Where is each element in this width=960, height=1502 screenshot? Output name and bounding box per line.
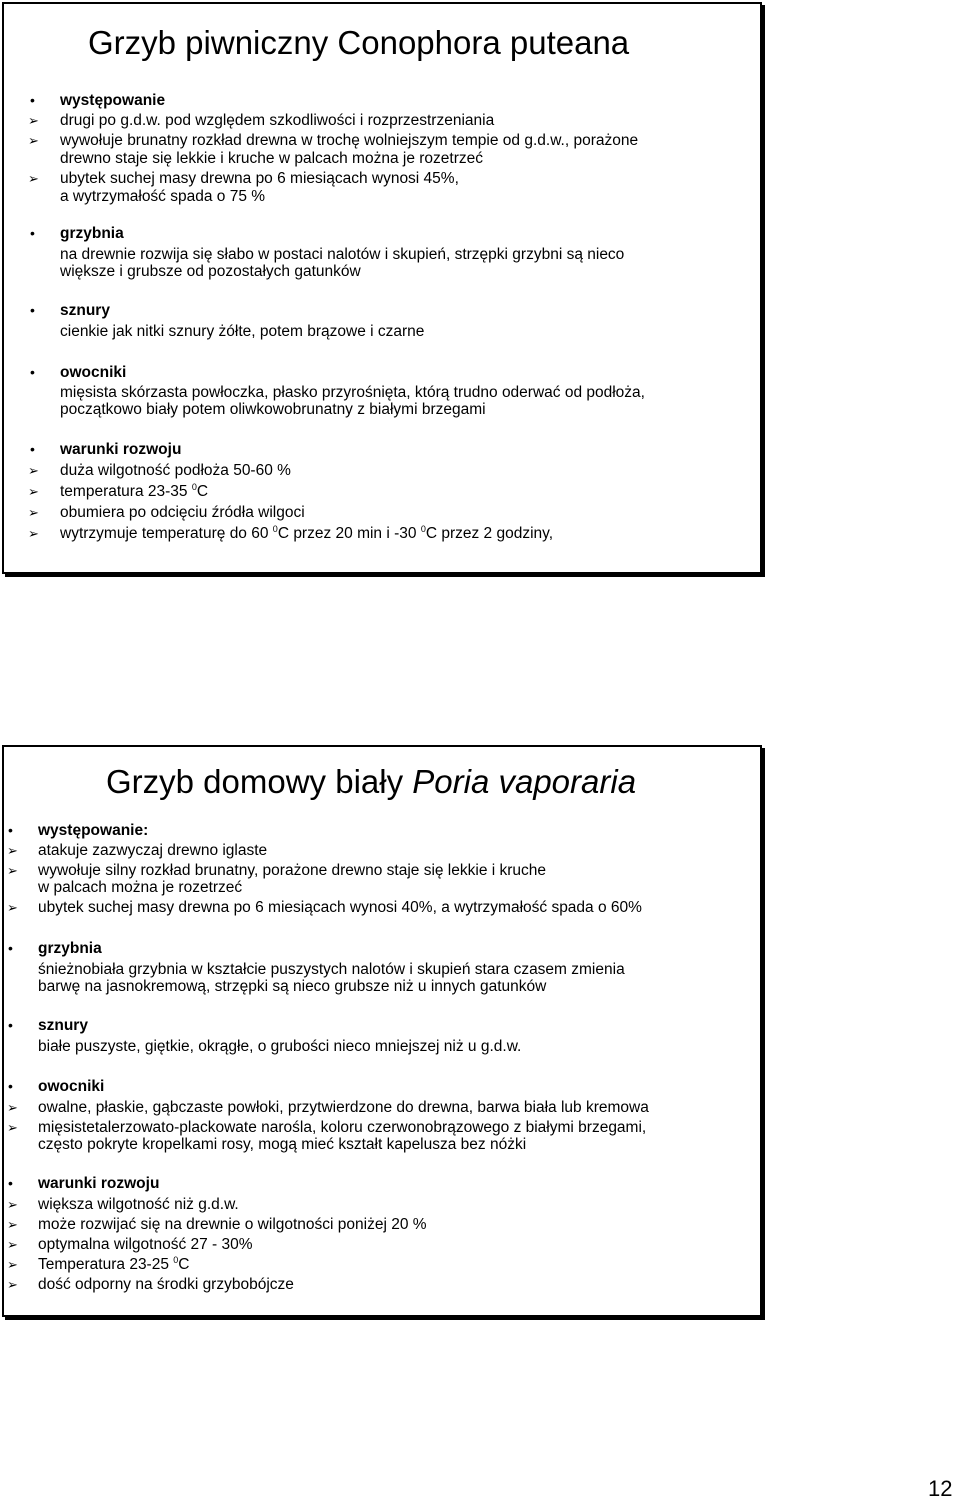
section-heading: występowanie (60, 92, 166, 109)
list-item: wywołuje brunatny rozkład drewna w trochę wolniejszym tempie od g.d.w., porażone (60, 132, 639, 149)
arrowhead-bullet-icon: ➢ (7, 1237, 18, 1252)
bullet-dot-icon: • (30, 92, 35, 108)
body-text: początkowo biały potem oliwkowobrunatny z białymi brzegami (60, 401, 486, 418)
list-item: Temperatura 23-25 $^0$C (38, 1255, 190, 1273)
section-heading: owocniki (60, 364, 127, 381)
arrowhead-bullet-icon: ➢ (28, 171, 39, 186)
arrowhead-bullet-icon: ➢ (7, 1197, 18, 1212)
slide-conophora (2, 2, 762, 574)
slide-title: Grzyb domowy biały Poria vaporaria (106, 763, 637, 800)
bullet-dot-icon: • (8, 1175, 13, 1191)
section-heading: występowanie: (38, 822, 149, 839)
slide-poria (2, 745, 762, 1317)
list-item: mięsistetalerzowato-plackowate narośla, koloru czerwonobrązowego z białymi brzegami, (38, 1119, 647, 1136)
arrowhead-bullet-icon: ➢ (7, 1100, 18, 1115)
list-item: atakuje zazwyczaj drewno iglaste (38, 842, 268, 859)
bullet-dot-icon: • (30, 302, 35, 318)
bullet-dot-icon: • (8, 1078, 13, 1094)
section-heading: grzybnia (38, 940, 102, 957)
bullet-dot-icon: • (8, 940, 13, 956)
bullet-dot-icon: • (30, 364, 35, 380)
page-number: 12 (928, 1476, 953, 1501)
list-item: owalne, płaskie, gąbczaste powłoki, przytwierdzone do drewna, barwa biała lub kremowa (38, 1099, 649, 1116)
arrowhead-bullet-icon: ➢ (7, 1217, 18, 1232)
arrowhead-bullet-icon: ➢ (28, 133, 39, 148)
list-item: duża wilgotność podłoża 50-60 % (60, 462, 291, 479)
bullet-dot-icon: • (8, 822, 13, 838)
body-text: mięsista skórzasta powłoczka, płasko przyrośnięta, którą trudno oderwać od podłoża, (60, 384, 645, 401)
list-item: ubytek suchej masy drewna po 6 miesiącach wynosi 40%, a wytrzymałość spada o 60% (38, 899, 642, 916)
list-item: większa wilgotność niż g.d.w. (38, 1196, 239, 1213)
arrowhead-bullet-icon: ➢ (28, 526, 39, 541)
section-heading: owocniki (38, 1078, 105, 1095)
bullet-dot-icon: • (8, 1017, 13, 1033)
section-heading: grzybnia (60, 225, 124, 242)
arrowhead-bullet-icon: ➢ (7, 1120, 18, 1135)
body-text: większe i grubsze od pozostałych gatunków (60, 263, 361, 280)
list-item: w palcach można je rozetrzeć (38, 879, 243, 896)
list-item: temperatura 23-35 $^0$C (60, 482, 209, 500)
body-text: na drewnie rozwija się słabo w postaci nalotów i skupień, strzępki grzybni są nieco (60, 246, 625, 263)
section-heading: warunki rozwoju (60, 441, 182, 458)
arrowhead-bullet-icon: ➢ (7, 1277, 18, 1292)
arrowhead-bullet-icon: ➢ (7, 843, 18, 858)
list-item: dość odporny na środki grzybobójcze (38, 1276, 294, 1293)
body-text: białe puszyste, giętkie, okrągłe, o grubości nieco mniejszej niż u g.d.w. (38, 1038, 522, 1055)
list-item: drugi po g.d.w. pod względem szkodliwości i rozprzestrzeniania (60, 112, 495, 129)
arrowhead-bullet-icon: ➢ (28, 505, 39, 520)
section-heading: sznury (60, 302, 110, 319)
arrowhead-bullet-icon: ➢ (7, 900, 18, 915)
body-text: barwę na jasnokremową, strzępki są nieco grubsze niż u innych gatunków (38, 978, 547, 995)
arrowhead-bullet-icon: ➢ (28, 113, 39, 128)
list-item: ubytek suchej masy drewna po 6 miesiącach wynosi 45%, (60, 170, 459, 187)
list-item: może rozwijać się na drewnie o wilgotności poniżej 20 % (38, 1216, 427, 1233)
list-item: wytrzymuje temperaturę do 60 $^0$C przez 20 min i -30 $^0$C przez 2 godziny, (60, 524, 554, 542)
list-item: a wytrzymałość spada o 75 % (60, 188, 266, 205)
bullet-dot-icon: • (30, 225, 35, 241)
list-item: optymalna wilgotność 27 - 30% (38, 1236, 253, 1253)
arrowhead-bullet-icon: ➢ (7, 1257, 18, 1272)
body-text: śnieżnobiała grzybnia w kształcie puszystych nalotów i skupień stara czasem zmienia (38, 961, 625, 978)
slide-title: Grzyb piwniczny Conophora puteana (88, 24, 630, 61)
arrowhead-bullet-icon: ➢ (28, 484, 39, 499)
section-heading: sznury (38, 1017, 88, 1034)
list-item: często pokryte kropelkami rosy, mogą mieć kształt kapelusza bez nóżki (38, 1136, 527, 1153)
list-item: drewno staje się lekkie i kruche w palcach można je rozetrzeć (60, 150, 483, 167)
arrowhead-bullet-icon: ➢ (28, 463, 39, 478)
list-item: wywołuje silny rozkład brunatny, porażone drewno staje się lekkie i kruche (38, 862, 547, 879)
list-item: obumiera po odcięciu źródła wilgoci (60, 504, 305, 521)
bullet-dot-icon: • (30, 441, 35, 457)
body-text: cienkie jak nitki sznury żółte, potem brązowe i czarne (60, 323, 425, 340)
arrowhead-bullet-icon: ➢ (7, 863, 18, 878)
section-heading: warunki rozwoju (38, 1175, 160, 1192)
